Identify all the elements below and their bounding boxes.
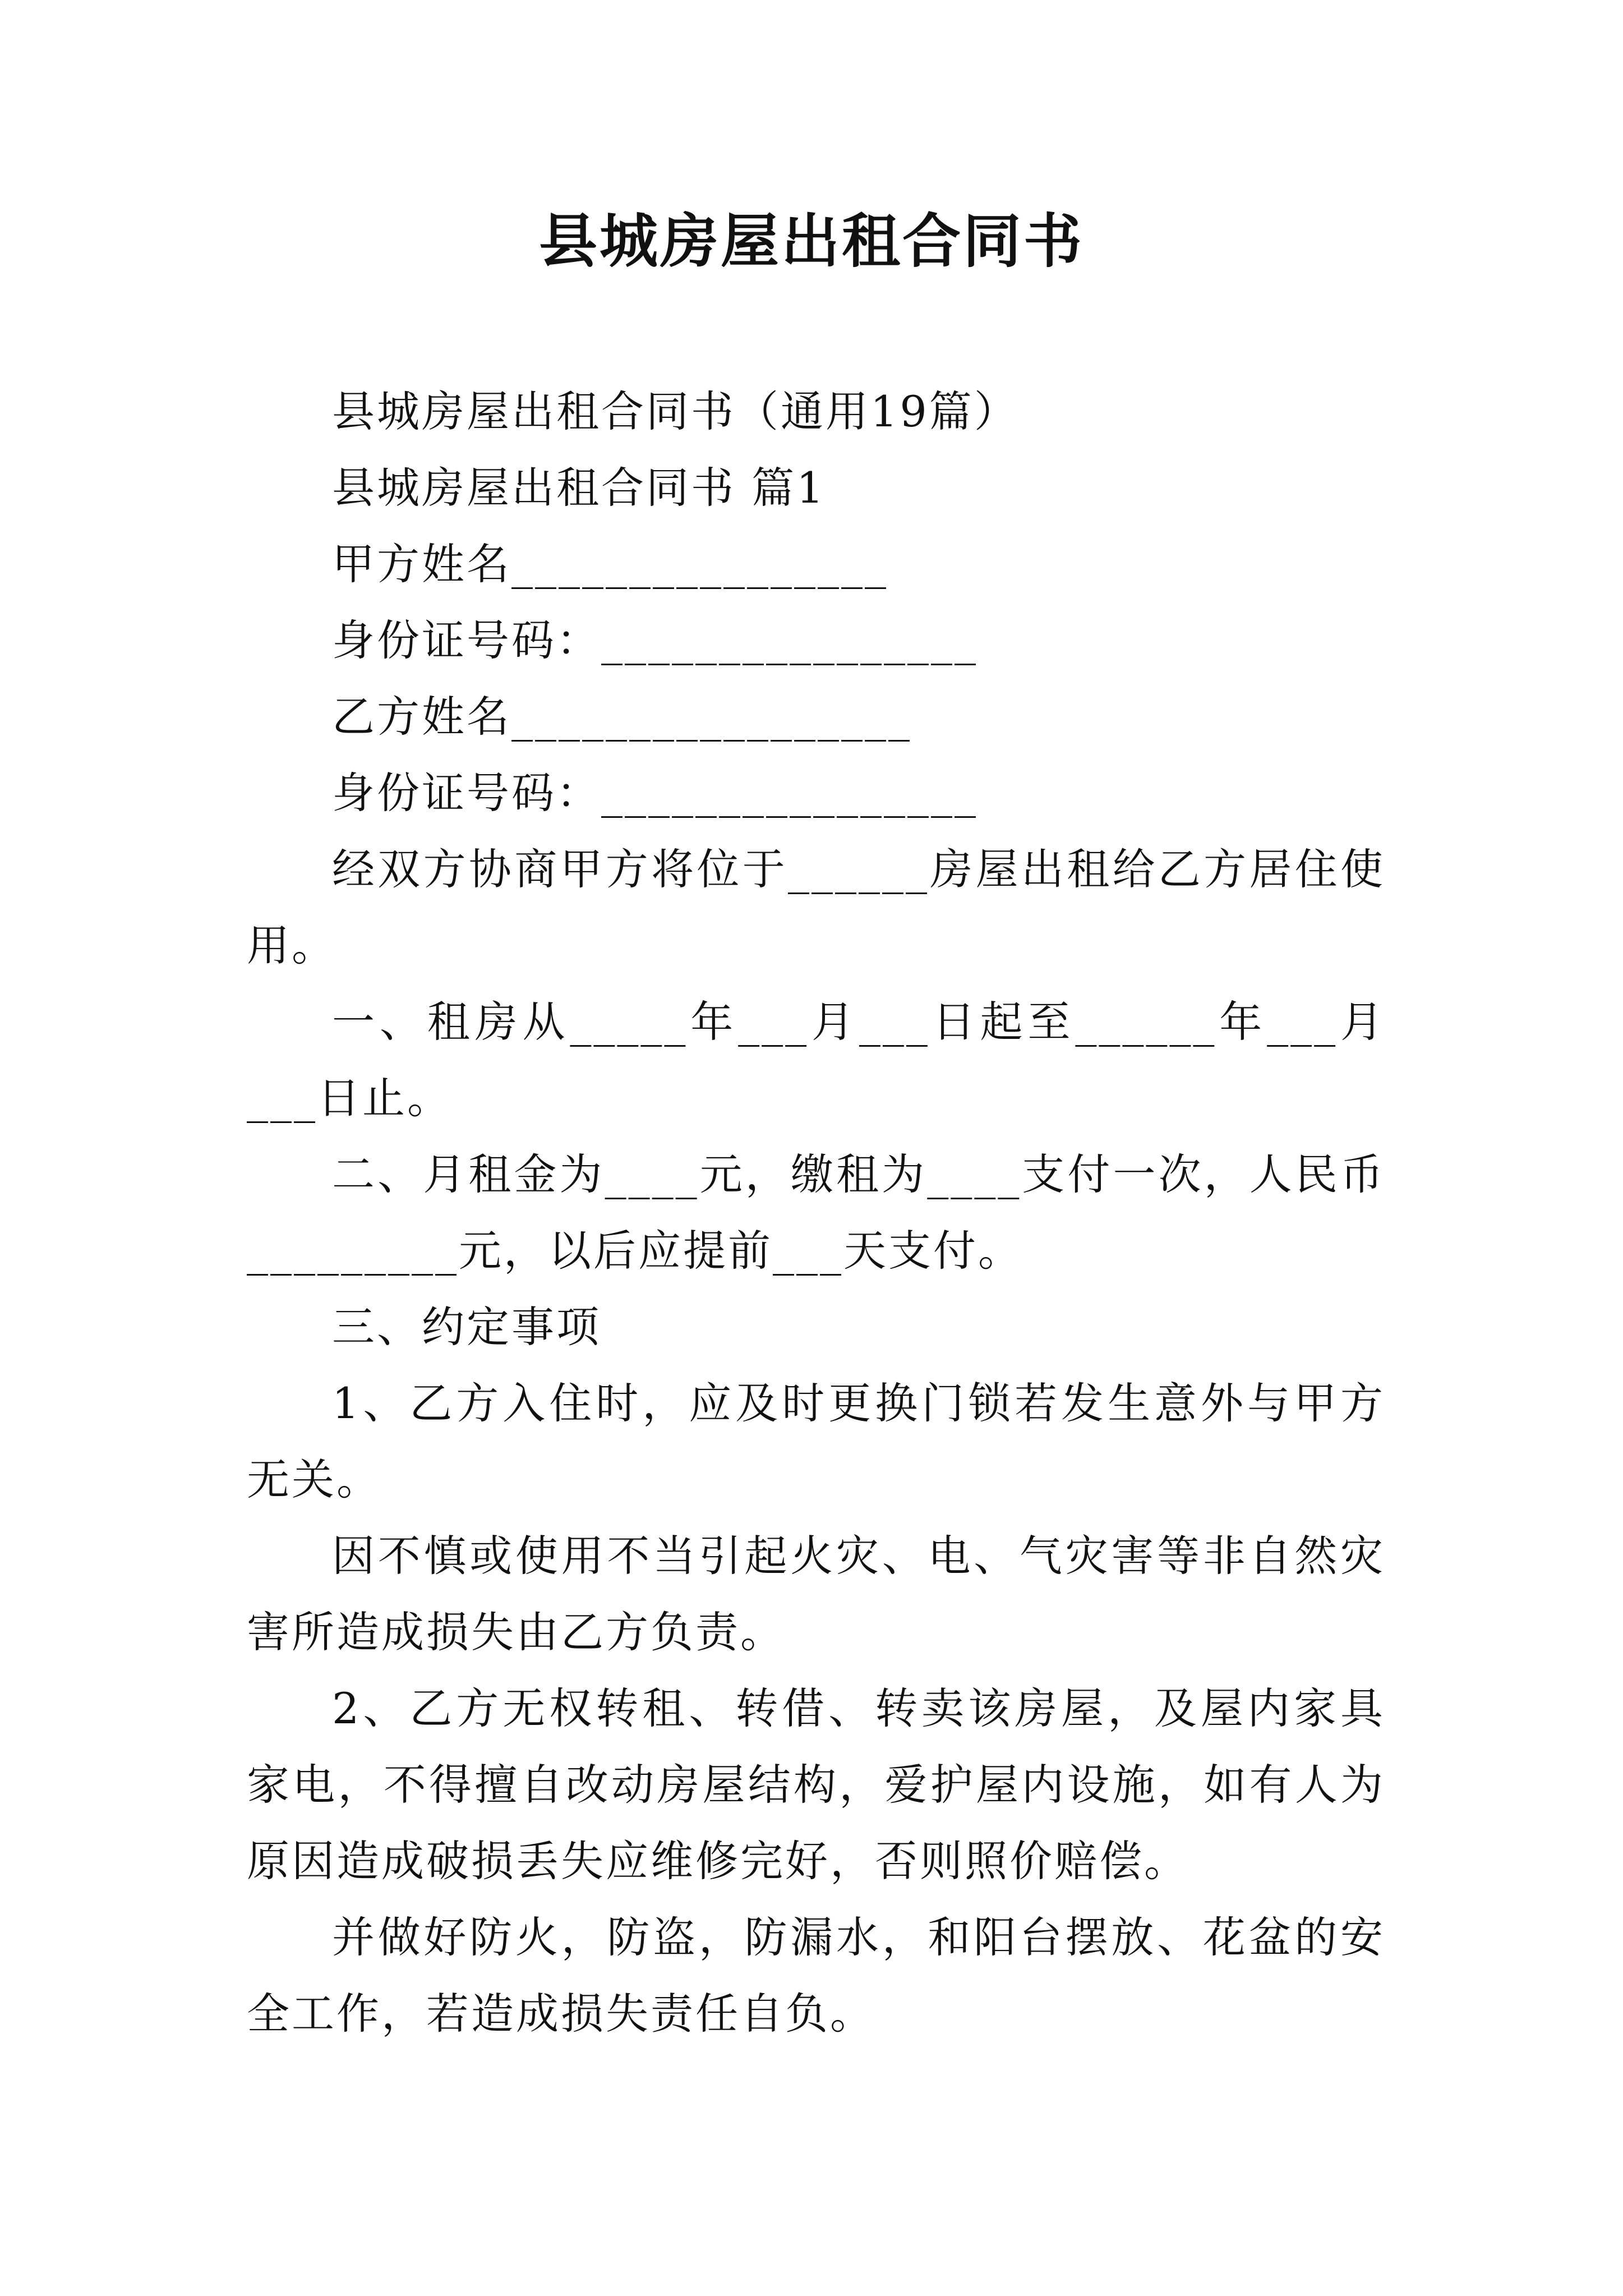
paragraph-party-b-name: 乙方姓名_________________ bbox=[332, 692, 912, 742]
paragraph-matters-heading: 三、约定事项 bbox=[332, 1302, 601, 1352]
paragraph-item-2-detail: 并做好防火，防盗，防漏水，和阳台摆放、花盆的安全工作，若造成损失责任自负。 bbox=[247, 1912, 1385, 2039]
paragraph-agreement: 经双方协商甲方将位于______房屋出租给乙方居住使用。 bbox=[247, 844, 1385, 970]
document-title: 县城房屋出租合同书 bbox=[538, 206, 1084, 275]
document-body bbox=[247, 374, 1385, 2052]
paragraph-rent: 二、月租金为____元，缴租为____支付一次，人民币_________元，以后应提前___天支付。 bbox=[247, 1149, 1385, 1276]
paragraph-term: 一、租房从_____年___月___日起至______年___月___日止。 bbox=[247, 997, 1385, 1123]
paragraph-section-heading: 县城房屋出租合同书 篇1 bbox=[332, 463, 826, 513]
paragraph-party-a-name: 甲方姓名________________ bbox=[332, 539, 888, 589]
paragraph-item-1-detail: 因不慎或使用不当引起火灾、电、气灾害等非自然灾害所造成损失由乙方负责。 bbox=[247, 1531, 1385, 1657]
paragraph-item-1: 1、乙方入住时，应及时更换门锁若发生意外与甲方无关。 bbox=[247, 1378, 1385, 1504]
paragraph-party-b-id: 身份证号码：________________ bbox=[332, 768, 978, 818]
paragraph-item-2: 2、乙方无权转租、转借、转卖该房屋，及屋内家具家电，不得擅自改动房屋结构，爱护屋内设施，如有人为原因造成破损丢失应维修完好，否则照价赔偿。 bbox=[247, 1683, 1385, 1886]
paragraph-subtitle: 县城房屋出租合同书（通用19篇） bbox=[332, 386, 1019, 436]
paragraph-party-a-id: 身份证号码：________________ bbox=[332, 615, 978, 665]
